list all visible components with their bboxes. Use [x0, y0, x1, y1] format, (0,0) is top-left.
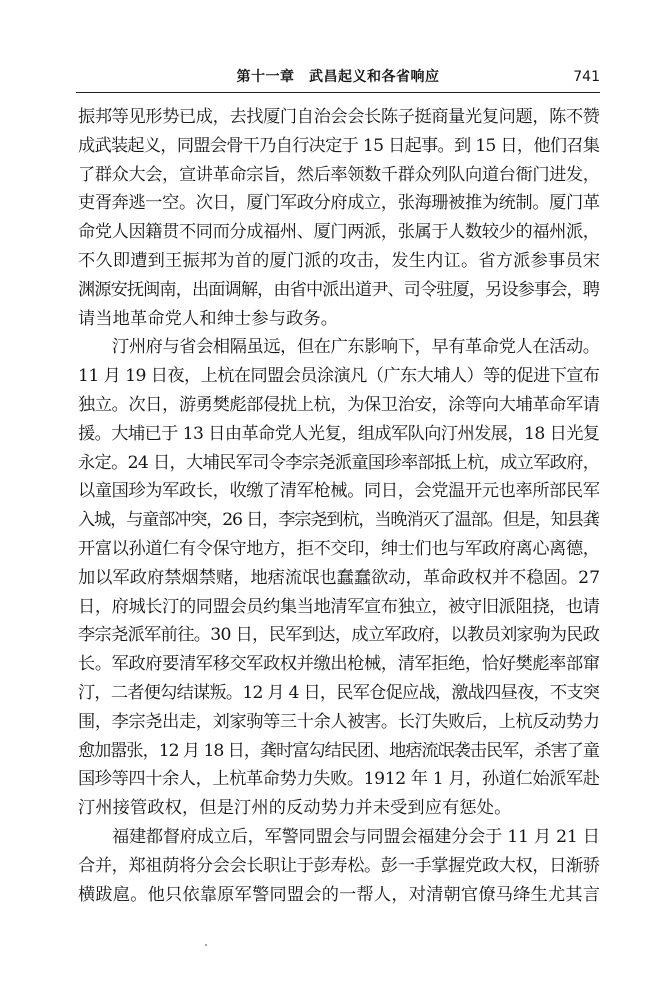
scan-speck	[205, 944, 207, 946]
text-line: 以童国珍为军政长，收缴了清军枪械。同日，会党温开元也率所部民军	[78, 481, 600, 502]
text-line: 加以军政府禁烟禁赌，地痞流氓也蠢蠢欲动，革命政权并不稳固。27	[78, 567, 601, 588]
text-line: 吏胥奔逃一空。次日，厦门军政分府成立，张海珊被推为统制。厦门革	[78, 193, 600, 214]
text-line: 永定。24 日，大埔民军司令李宗尧派童国珍率部抵上杭，成立军政府，	[78, 452, 600, 473]
text-line: 援。大埔已于 13 日由革命党人光复，组成军队向汀州发展，18 日光复	[78, 423, 600, 444]
text-line: 汀，二者便勾结谋叛。12 月 4 日，民军仓促应战，激战四昼夜，不支突	[78, 682, 600, 703]
text-line: 合并，郑祖荫将分会会长职让于彭寿松。彭一手掌握党政大权，日渐骄	[78, 855, 600, 876]
text-line: 了群众大会，宣讲革命宗旨，然后率领数千群众列队向道台衙门进发，	[78, 164, 600, 185]
running-header	[76, 68, 600, 90]
text-line: 汀州府与省会相隔虽远，但在广东影响下，早有革命党人在活动。	[112, 337, 600, 358]
text-line: 不久即遭到王振邦为首的厦门派的攻击，发生内讧。省方派参事员宋	[78, 250, 601, 271]
text-line: 日，府城长汀的同盟会员约集当地清军宣布独立，被守旧派阻挠，也请	[78, 596, 600, 617]
body-text	[78, 103, 600, 909]
text-line: 愈加嚣张，12 月 18 日，龚时富勾结民团、地痞流氓袭击民军，杀害了童	[78, 740, 599, 761]
text-line: 横跋扈。他只依靠原军警同盟会的一帮人，对清朝官僚马绛生尤其言	[78, 884, 601, 905]
text-line: 入城，与童部冲突，26 日，李宗尧到杭，当晚消灭了温部。但是，知县龚	[78, 510, 599, 531]
chapter-title: 第十一章 武昌起义和各省响应	[236, 69, 440, 85]
text-line: 国珍等四十余人，上杭革命势力失败。1912 年 1 月，孙道仁始派军赴	[78, 769, 600, 790]
header-rule	[76, 92, 600, 93]
text-line: 11 月 19 日夜，上杭在同盟会员涂演凡（广东大埔人）等的促进下宣布	[78, 366, 600, 387]
text-line: 请当地革命党人和绅士参与政务。	[78, 308, 339, 329]
text-line: 独立。次日，游勇樊彪部侵扰上杭，为保卫治安，涂等向大埔革命军请	[78, 394, 600, 415]
text-line: 命党人因籍贯不同而分成福州、厦门两派，张属于人数较少的福州派，	[78, 222, 600, 243]
text-line: 长。军政府要清军移交军政权并缴出枪械，清军拒绝，恰好樊彪率部窜	[78, 654, 600, 675]
text-line: 开富以孙道仁有令保守地方，拒不交印，绅士们也与军政府离心离德，	[78, 538, 600, 559]
text-line: 李宗尧派军前往。30 日，民军到达，成立军政府，以教员刘家驹为民政	[78, 625, 600, 646]
text-line: 渊源安抚闽南，出面调解，由省中派出道尹、司令驻厦，另设参事会，聘	[78, 279, 600, 300]
text-line: 振邦等见形势已成，去找厦门自治会会长陈子挺商量光复问题，陈不赞	[78, 107, 600, 127]
text-line: 成武装起义，同盟会骨干乃自行决定于 15 日起事。到 15 日，他们召集	[78, 135, 600, 156]
text-line: 围，李宗尧出走，刘家驹等三十余人被害。长汀失败后，上杭反动势力	[78, 711, 600, 732]
text-line: 福建都督府成立后，军警同盟会与同盟会福建分会于 11 月 21 日	[112, 826, 600, 847]
page-number: 741	[573, 69, 600, 85]
text-line: 汀州接管政权，但是汀州的反动势力并未受到应有惩处。	[78, 798, 512, 819]
